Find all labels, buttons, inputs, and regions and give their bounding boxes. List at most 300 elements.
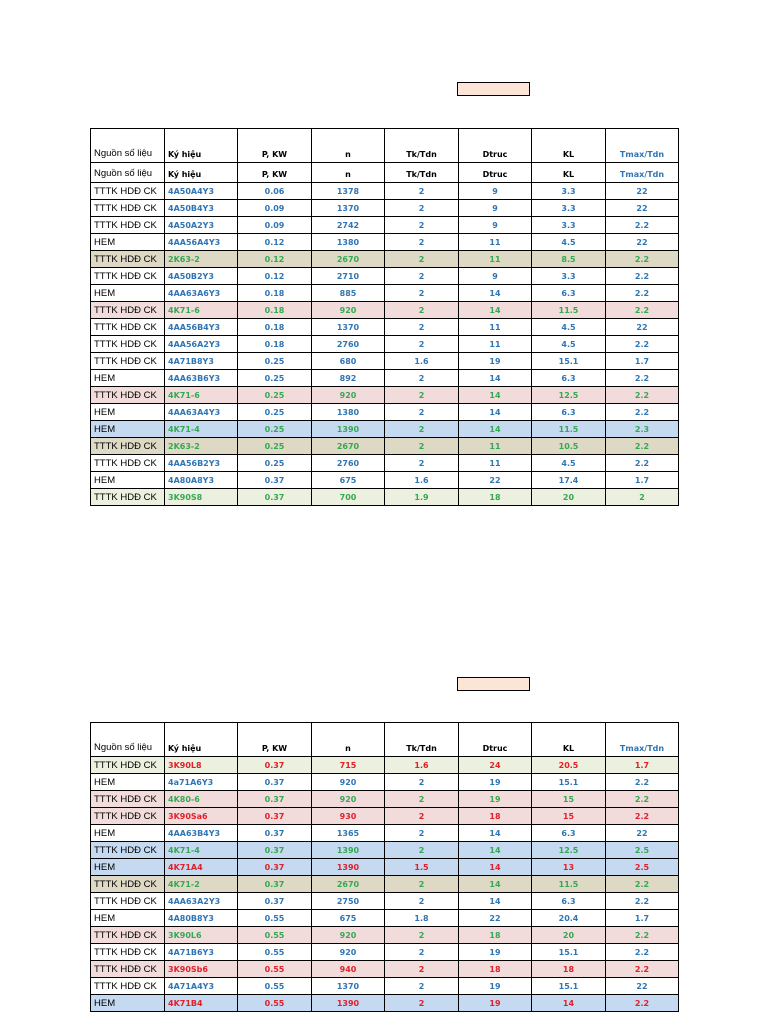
cell-shaft: 19 [459,995,532,1012]
cell-tmax-tdn: 2.2 [606,808,679,825]
cell-symbol: 4K71A4 [165,859,238,876]
motor-table-2 [90,722,679,1012]
cell-tmax-tdn: 2.2 [606,438,679,455]
cell-weight: 6.3 [532,825,606,842]
cell-source: HEM [91,774,165,791]
cell-shaft: 11 [459,251,532,268]
cell-tmax-tdn: 22 [606,200,679,217]
table-row [91,893,679,910]
cell-power: 0.18 [238,319,312,336]
cell-tmax-tdn: 2.2 [606,774,679,791]
cell-speed: 1380 [312,234,385,251]
section-label-box-1 [457,82,530,96]
cell-power: 0.25 [238,353,312,370]
table-row [91,268,679,285]
header-shaft: Dtruc [459,129,532,163]
header-tmax-tdn: Tmax/Tdn [606,723,679,757]
cell-source: TTTK HDĐ CK [91,183,165,200]
cell-tk-tdn: 2 [385,302,459,319]
cell-speed: 1390 [312,842,385,859]
cell-shaft: 9 [459,217,532,234]
cell-tk-tdn: 2 [385,319,459,336]
cell-shaft: 19 [459,791,532,808]
cell-source: TTTK HDĐ CK [91,927,165,944]
cell-tk-tdn: 2 [385,876,459,893]
cell-symbol: 4AA56B4Y3 [165,319,238,336]
cell-tmax-tdn: 2.2 [606,251,679,268]
cell-shaft: 14 [459,387,532,404]
cell-symbol: 4AA56A4Y3 [165,234,238,251]
cell-source: TTTK HDĐ CK [91,791,165,808]
cell-weight: 17.4 [532,472,606,489]
cell-weight: 15.1 [532,978,606,995]
cell-weight: 12.5 [532,387,606,404]
cell-shaft: 18 [459,961,532,978]
table-row [91,387,679,404]
cell-power: 0.25 [238,455,312,472]
cell-speed: 2760 [312,336,385,353]
cell-speed: 2670 [312,438,385,455]
cell-source: TTTK HDĐ CK [91,353,165,370]
table-row [91,944,679,961]
table-row [91,472,679,489]
cell-tmax-tdn: 2.2 [606,927,679,944]
cell-symbol: 4AA56B2Y3 [165,455,238,472]
cell-power: 0.37 [238,489,312,506]
header-weight: KL [532,129,606,163]
cell-symbol: 4K71B4 [165,995,238,1012]
cell-tk-tdn: 2 [385,234,459,251]
cell-source: TTTK HDĐ CK [91,200,165,217]
cell-weight: 11.5 [532,421,606,438]
cell-speed: 1370 [312,319,385,336]
table-row [91,285,679,302]
cell-power: 0.25 [238,404,312,421]
cell-shaft: 14 [459,285,532,302]
cell-source: TTTK HDĐ CK [91,842,165,859]
cell-symbol: 4AA63A2Y3 [165,893,238,910]
cell-source: TTTK HDĐ CK [91,438,165,455]
cell-tk-tdn: 2 [385,421,459,438]
header-source: Nguồn số liệu [91,163,165,183]
cell-shaft: 11 [459,455,532,472]
cell-tk-tdn: 2 [385,978,459,995]
cell-tk-tdn: 2 [385,387,459,404]
cell-shaft: 19 [459,978,532,995]
cell-shaft: 24 [459,757,532,774]
cell-source: TTTK HDĐ CK [91,876,165,893]
cell-speed: 1380 [312,404,385,421]
cell-source: HEM [91,234,165,251]
cell-shaft: 14 [459,302,532,319]
cell-weight: 15.1 [532,944,606,961]
header-tk-tdn: Tk/Tdn [385,723,459,757]
cell-tmax-tdn: 2.2 [606,285,679,302]
cell-tmax-tdn: 2.2 [606,302,679,319]
cell-tmax-tdn: 1.7 [606,757,679,774]
cell-source: TTTK HDĐ CK [91,944,165,961]
cell-speed: 1390 [312,421,385,438]
cell-tk-tdn: 1.9 [385,489,459,506]
cell-symbol: 4A71A4Y3 [165,978,238,995]
cell-symbol: 4A71B8Y3 [165,353,238,370]
table-header-row [91,723,679,757]
cell-source: TTTK HDĐ CK [91,268,165,285]
cell-power: 0.18 [238,336,312,353]
cell-power: 0.18 [238,302,312,319]
cell-symbol: 4A50B2Y3 [165,268,238,285]
cell-power: 0.37 [238,791,312,808]
cell-source: HEM [91,285,165,302]
cell-weight: 11.5 [532,302,606,319]
cell-tk-tdn: 1.5 [385,859,459,876]
cell-shaft: 19 [459,353,532,370]
cell-tmax-tdn: 22 [606,183,679,200]
cell-shaft: 18 [459,808,532,825]
cell-symbol: 4K71-6 [165,302,238,319]
cell-speed: 2760 [312,455,385,472]
cell-weight: 15.1 [532,353,606,370]
cell-tk-tdn: 2 [385,995,459,1012]
cell-symbol: 4A71B6Y3 [165,944,238,961]
cell-tmax-tdn: 2.5 [606,842,679,859]
table-row [91,842,679,859]
cell-shaft: 22 [459,910,532,927]
cell-speed: 700 [312,489,385,506]
table-row [91,404,679,421]
cell-power: 0.55 [238,961,312,978]
cell-tmax-tdn: 2.2 [606,217,679,234]
cell-speed: 920 [312,387,385,404]
table-row [91,200,679,217]
cell-tmax-tdn: 2.3 [606,421,679,438]
cell-speed: 675 [312,472,385,489]
cell-power: 0.37 [238,472,312,489]
cell-tk-tdn: 2 [385,961,459,978]
header-tk-tdn: Tk/Tdn [385,129,459,163]
table-header-row [91,129,679,163]
cell-source: HEM [91,421,165,438]
cell-weight: 12.5 [532,842,606,859]
cell-tk-tdn: 2 [385,268,459,285]
cell-power: 0.55 [238,927,312,944]
cell-speed: 1390 [312,859,385,876]
cell-tmax-tdn: 2.2 [606,944,679,961]
cell-tk-tdn: 2 [385,927,459,944]
table-row [91,978,679,995]
cell-speed: 920 [312,791,385,808]
cell-weight: 3.3 [532,200,606,217]
cell-source: TTTK HDĐ CK [91,387,165,404]
table-row [91,757,679,774]
header-weight: KL [532,163,606,183]
cell-speed: 2742 [312,217,385,234]
cell-weight: 6.3 [532,370,606,387]
header-power: P, KW [238,723,312,757]
cell-speed: 2710 [312,268,385,285]
cell-symbol: 4A50A4Y3 [165,183,238,200]
cell-power: 0.37 [238,757,312,774]
cell-weight: 4.5 [532,336,606,353]
header-tmax-tdn: Tmax/Tdn [606,163,679,183]
table-row [91,961,679,978]
header-symbol: Ký hiệu [165,163,238,183]
cell-source: HEM [91,404,165,421]
cell-source: TTTK HDĐ CK [91,217,165,234]
header-symbol: Ký hiệu [165,723,238,757]
cell-shaft: 14 [459,842,532,859]
cell-source: TTTK HDĐ CK [91,893,165,910]
cell-tk-tdn: 2 [385,251,459,268]
cell-power: 0.37 [238,774,312,791]
cell-speed: 2670 [312,251,385,268]
cell-symbol: 4AA63A6Y3 [165,285,238,302]
cell-speed: 920 [312,927,385,944]
cell-shaft: 14 [459,859,532,876]
header-weight: KL [532,723,606,757]
cell-symbol: 4K71-2 [165,876,238,893]
cell-shaft: 11 [459,234,532,251]
cell-speed: 1365 [312,825,385,842]
table-row [91,825,679,842]
cell-power: 0.09 [238,217,312,234]
cell-symbol: 3K90S8 [165,489,238,506]
header-power: P, KW [238,163,312,183]
cell-symbol: 3K90L6 [165,927,238,944]
table-row [91,791,679,808]
cell-tk-tdn: 2 [385,200,459,217]
cell-source: TTTK HDĐ CK [91,978,165,995]
cell-power: 0.25 [238,387,312,404]
cell-source: HEM [91,859,165,876]
cell-tmax-tdn: 2.2 [606,791,679,808]
cell-power: 0.37 [238,842,312,859]
table-row [91,217,679,234]
cell-speed: 920 [312,774,385,791]
cell-source: TTTK HDĐ CK [91,336,165,353]
cell-shaft: 14 [459,893,532,910]
cell-power: 0.55 [238,910,312,927]
cell-tmax-tdn: 2.2 [606,387,679,404]
cell-source: TTTK HDĐ CK [91,757,165,774]
table-row [91,421,679,438]
cell-power: 0.37 [238,893,312,910]
cell-tmax-tdn: 2.5 [606,859,679,876]
cell-shaft: 14 [459,825,532,842]
cell-tmax-tdn: 2.2 [606,893,679,910]
cell-speed: 920 [312,302,385,319]
cell-weight: 20.4 [532,910,606,927]
cell-tmax-tdn: 2 [606,489,679,506]
cell-symbol: 4A50A2Y3 [165,217,238,234]
cell-source: TTTK HDĐ CK [91,251,165,268]
cell-speed: 885 [312,285,385,302]
cell-tk-tdn: 2 [385,183,459,200]
header-source: Nguồn số liệu [91,129,165,163]
cell-weight: 10.5 [532,438,606,455]
cell-speed: 2750 [312,893,385,910]
cell-tmax-tdn: 2.2 [606,404,679,421]
cell-power: 0.18 [238,285,312,302]
cell-symbol: 4K71-6 [165,387,238,404]
cell-power: 0.55 [238,995,312,1012]
table-header-row [91,163,679,183]
cell-tmax-tdn: 1.7 [606,472,679,489]
table-row [91,455,679,472]
header-tmax-tdn: Tmax/Tdn [606,129,679,163]
cell-shaft: 18 [459,489,532,506]
cell-source: HEM [91,370,165,387]
cell-speed: 2670 [312,876,385,893]
cell-symbol: 4AA63B6Y3 [165,370,238,387]
cell-tmax-tdn: 22 [606,319,679,336]
cell-tmax-tdn: 2.2 [606,876,679,893]
cell-tk-tdn: 2 [385,791,459,808]
cell-power: 0.25 [238,421,312,438]
cell-source: HEM [91,472,165,489]
cell-weight: 15.1 [532,774,606,791]
table-row [91,489,679,506]
table-row [91,370,679,387]
cell-tmax-tdn: 1.7 [606,910,679,927]
cell-power: 0.37 [238,876,312,893]
table-row [91,319,679,336]
cell-weight: 6.3 [532,404,606,421]
cell-symbol: 4A50B4Y3 [165,200,238,217]
cell-tk-tdn: 1.6 [385,353,459,370]
cell-symbol: 4K71-4 [165,421,238,438]
table-row [91,859,679,876]
cell-tk-tdn: 1.6 [385,472,459,489]
cell-tmax-tdn: 2.2 [606,455,679,472]
cell-source: HEM [91,825,165,842]
table-row [91,336,679,353]
cell-tk-tdn: 2 [385,370,459,387]
header-symbol: Ký hiệu [165,129,238,163]
cell-power: 0.37 [238,825,312,842]
cell-tmax-tdn: 1.7 [606,353,679,370]
cell-tk-tdn: 2 [385,217,459,234]
header-speed: n [312,723,385,757]
cell-power: 0.37 [238,859,312,876]
cell-symbol: 4AA63B4Y3 [165,825,238,842]
cell-speed: 1370 [312,978,385,995]
cell-symbol: 2K63-2 [165,251,238,268]
header-power: P, KW [238,129,312,163]
table-row [91,910,679,927]
cell-weight: 15 [532,808,606,825]
cell-symbol: 4A80A8Y3 [165,472,238,489]
cell-shaft: 18 [459,927,532,944]
cell-tmax-tdn: 2.2 [606,995,679,1012]
table-row [91,251,679,268]
cell-tmax-tdn: 2.2 [606,961,679,978]
cell-symbol: 3K90L8 [165,757,238,774]
cell-source: TTTK HDĐ CK [91,455,165,472]
header-speed: n [312,129,385,163]
cell-speed: 892 [312,370,385,387]
header-shaft: Dtruc [459,163,532,183]
cell-shaft: 14 [459,876,532,893]
cell-shaft: 9 [459,183,532,200]
table-row [91,774,679,791]
header-speed: n [312,163,385,183]
cell-tk-tdn: 2 [385,404,459,421]
cell-symbol: 4K80-6 [165,791,238,808]
cell-source: HEM [91,910,165,927]
cell-shaft: 22 [459,472,532,489]
cell-speed: 1378 [312,183,385,200]
cell-speed: 675 [312,910,385,927]
cell-speed: 930 [312,808,385,825]
cell-weight: 6.3 [532,285,606,302]
cell-symbol: 3K90Sb6 [165,961,238,978]
cell-symbol: 3K90Sa6 [165,808,238,825]
cell-shaft: 14 [459,370,532,387]
cell-weight: 4.5 [532,455,606,472]
cell-weight: 15 [532,791,606,808]
cell-source: TTTK HDĐ CK [91,489,165,506]
cell-power: 0.09 [238,200,312,217]
cell-speed: 1390 [312,995,385,1012]
header-shaft: Dtruc [459,723,532,757]
cell-weight: 14 [532,995,606,1012]
cell-shaft: 11 [459,438,532,455]
cell-speed: 715 [312,757,385,774]
cell-tk-tdn: 2 [385,842,459,859]
cell-shaft: 14 [459,404,532,421]
cell-tmax-tdn: 2.2 [606,268,679,285]
cell-speed: 680 [312,353,385,370]
cell-weight: 4.5 [532,319,606,336]
table-row [91,995,679,1012]
cell-tk-tdn: 2 [385,944,459,961]
cell-symbol: 4A80B8Y3 [165,910,238,927]
cell-weight: 3.3 [532,268,606,285]
cell-shaft: 9 [459,200,532,217]
table-row [91,353,679,370]
cell-power: 0.25 [238,370,312,387]
section-label-box-2 [457,677,530,691]
cell-power: 0.55 [238,944,312,961]
cell-power: 0.55 [238,978,312,995]
cell-shaft: 11 [459,336,532,353]
cell-weight: 4.5 [532,234,606,251]
cell-weight: 20 [532,489,606,506]
cell-power: 0.12 [238,268,312,285]
motor-table-1 [90,128,679,506]
cell-source: TTTK HDĐ CK [91,808,165,825]
cell-tmax-tdn: 22 [606,234,679,251]
cell-power: 0.12 [238,251,312,268]
cell-symbol: 4AA56A2Y3 [165,336,238,353]
cell-power: 0.25 [238,438,312,455]
header-source: Nguồn số liệu [91,723,165,757]
cell-power: 0.37 [238,808,312,825]
cell-weight: 13 [532,859,606,876]
cell-weight: 11.5 [532,876,606,893]
header-tk-tdn: Tk/Tdn [385,163,459,183]
cell-speed: 920 [312,944,385,961]
cell-shaft: 14 [459,421,532,438]
cell-power: 0.06 [238,183,312,200]
cell-tk-tdn: 2 [385,336,459,353]
cell-source: TTTK HDĐ CK [91,319,165,336]
cell-tk-tdn: 2 [385,808,459,825]
cell-weight: 18 [532,961,606,978]
cell-source: TTTK HDĐ CK [91,961,165,978]
cell-symbol: 4AA63A4Y3 [165,404,238,421]
